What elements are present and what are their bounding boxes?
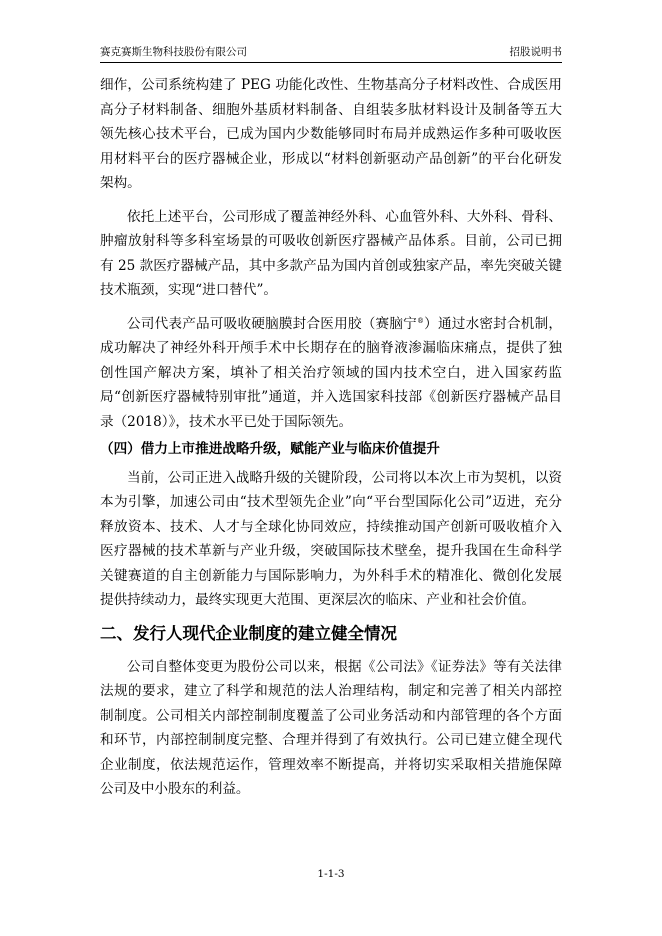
paragraph-strategic-upgrade: 当前，公司正进入战略升级的关键阶段，公司将以本次上市为契机，以资本为引擎，加速公司由“技术型领先企业”向“平台型国际化公司”迈进，充分释放资本、技术、人才与全球化协同效应，持续推动国产创新可吸收植介入医疗器械的技术革新与产业升级，突破国际技术壁垒，提升我国在生命科学关键赛道的自主创新能力与国际影响力，为外科手术的精准化、微创化发展提供持续动力，最终实现更大范围、更深层次的临床、产业和社会价值。: [100, 469, 562, 608]
paragraph-corporate-governance: 公司自整体变更为股份公司以来，根据《公司法》《证券法》等有关法律法规的要求，建立了科学和规范的法人治理结构，制定和完善了相关内部控制制度。公司相关内部控制制度覆盖了公司业务活动和内部管理的各个方面和环节，内部控制制度完整、合理并得到了有效执行。公司已建立健全现代企业制度，依法规范运作，管理效率不断提高，并将切实采取相关措施保障公司及中小股东的利益。: [100, 658, 562, 797]
subsection-heading-4: （四）借力上市推进战略升级，赋能产业与临床价值提升: [100, 441, 440, 457]
section-heading-2: 二、发行人现代企业制度的建立健全情况: [100, 623, 397, 643]
header-document-type: 招股说明书: [509, 46, 562, 58]
paragraph-platforms: 细作，公司系统构建了 PEG 功能化改性、生物基高分子材料改性、合成医用高分子材料制备、细胞外基质材料制备、自组装多肽材料设计及制备等五大领先核心技术平台，已成为国内少数能够同时布局并成熟运作多种可吸收医用材料平台的医疗器械企业，形成以“材料创新驱动产品创新”的平台化研发架构。: [100, 77, 562, 191]
page-body: [100, 73, 562, 802]
registered-mark: ®: [416, 316, 424, 325]
paragraph-representative-product: [100, 312, 562, 435]
paragraph-product-system: 依托上述平台，公司形成了覆盖神经外科、心血管外科、大外科、骨科、肿瘤放射科等多科室场景的可吸收创新医疗器械产品体系。目前，公司已拥有 25 款医疗器械产品，其中多款产品为国内首创或独家产品，率先突破关键技术瓶颈，实现“进口替代”。: [100, 208, 562, 298]
page-number: 1-1-3: [317, 868, 345, 880]
product-text-start: 公司代表产品可吸收硬脑膜封合医用胶（赛脑宁: [127, 315, 417, 332]
product-text-end: ）通过水密封合机制，成功解决了神经外科开颅手术中长期存在的脑脊液渗漏临床痛点，提供了独创性国产解决方案，填补了相关治疗领域的国内技术空白，进入国家药监局“创新医疗器械特别审批”通道，并入选国家科技部《创新医疗器械产品目录（2018）》，技术水平已处于国际领先。: [100, 315, 563, 430]
page-header: [100, 44, 562, 63]
header-company-name: 赛克赛斯生物科技股份有限公司: [100, 46, 247, 58]
